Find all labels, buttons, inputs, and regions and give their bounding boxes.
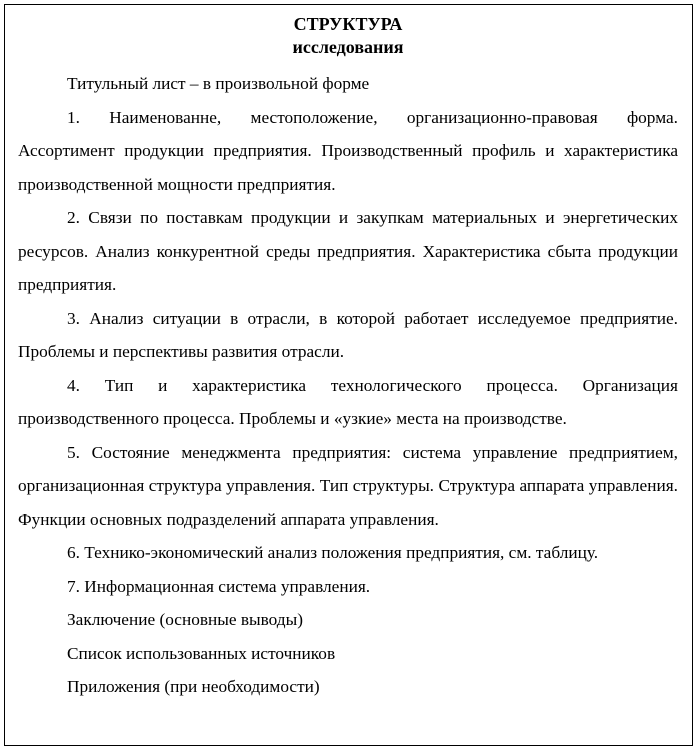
paragraph-conclusion: Заключение (основные выводы)	[67, 610, 303, 629]
paragraph-item-1: 1. Наименованне, местоположение, организационно-правовая форма. Ассортимент продукции предприятия. Производственный профиль и характеристика производственной мощности предприятия.	[18, 107, 678, 194]
document-page	[4, 4, 693, 746]
document-subtitle: исследования	[292, 37, 404, 57]
paragraph-item-5: 5. Состояние менеджмента предприятия: система управление предприятием, организационная структура управления. Тип структуры. Структура аппарата управления. Функции основных подразделений аппарата управления.	[18, 442, 678, 529]
paragraph-item-6: 6. Технико-экономический анализ положения предприятия, см. таблицу.	[67, 543, 599, 562]
paragraph-item-3: 3. Анализ ситуации в отрасли, в которой работает исследуемое предприятие. Проблемы и перспективы развития отрасли.	[18, 308, 678, 361]
paragraph-item-4: 4. Тип и характеристика технологического процесса. Организация производственного процесса. Проблемы и «узкие» места на производстве.	[18, 375, 678, 428]
paragraph-references: Список использованных источников	[67, 643, 336, 663]
document-title: СТРУКТУРА	[293, 14, 403, 34]
paragraph-item-7: 7. Информационная система управления.	[67, 576, 371, 596]
paragraph-title-page: Титульный лист – в произвольной форме	[67, 74, 370, 93]
paragraph-appendices: Приложения (при необходимости)	[67, 677, 320, 696]
paragraph-item-2: 2. Связи по поставкам продукции и закупкам материальных и энергетических ресурсов. Анализ конкурентной среды предприятия. Характеристика сбыта продукции предприятия.	[18, 208, 678, 294]
